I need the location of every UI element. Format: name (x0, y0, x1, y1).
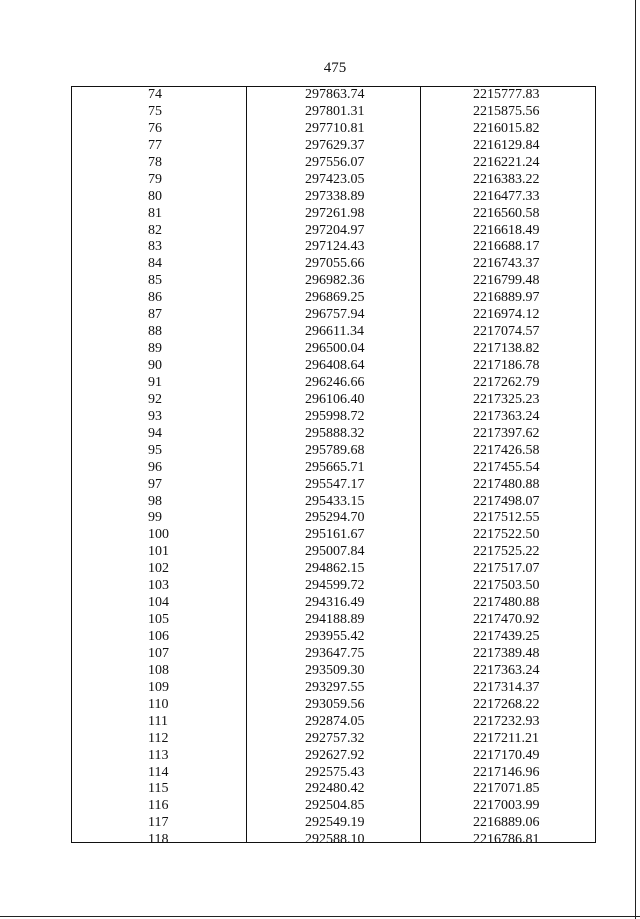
x-coordinate-cell: 292504.85 (305, 798, 365, 814)
y-coordinate-cell: 2216688.17 (473, 239, 540, 255)
point-number-cell: 81 (148, 205, 162, 221)
y-coordinate-cell: 2217325.23 (473, 391, 540, 407)
x-coordinate-cell: 293059.56 (305, 696, 365, 712)
point-number-list (72, 87, 246, 849)
x-coordinate-cell: 295007.84 (305, 544, 365, 560)
y-coordinate-cell: 2216889.06 (473, 815, 540, 831)
y-coordinate-cell: 2215777.83 (473, 87, 540, 102)
y-coordinate-cell: 2217138.82 (473, 341, 540, 357)
point-number-cell: 99 (148, 510, 162, 526)
point-number-cell: 86 (148, 290, 162, 306)
x-coordinate-cell: 292627.92 (305, 747, 365, 763)
point-number-cell: 90 (148, 358, 162, 373)
point-number-cell: 107 (148, 645, 169, 661)
coordinate-table (71, 86, 596, 848)
x-coordinate-cell: 294188.89 (305, 612, 365, 628)
x-coordinate-cell: 297204.97 (305, 222, 365, 238)
page-border-right (635, 0, 636, 919)
x-coordinate-cell: 295161.67 (305, 527, 365, 543)
point-number-cell: 103 (148, 578, 169, 594)
x-coordinate-cell: 297055.66 (305, 256, 365, 272)
x-coordinate-cell: 293647.75 (305, 645, 365, 661)
y-coordinate-cell: 2216799.48 (473, 273, 540, 289)
x-coordinate-cell: 292588.10 (305, 832, 365, 848)
x-coordinate-cell: 296757.94 (305, 307, 365, 323)
y-coordinate-cell: 2217003.99 (473, 798, 540, 814)
x-coordinate-cell: 297863.74 (305, 87, 365, 102)
point-number-cell: 91 (148, 374, 162, 390)
point-number-cell: 111 (148, 713, 168, 729)
point-number-cell: 104 (148, 595, 169, 611)
x-coordinate-cell: 292757.32 (305, 730, 365, 746)
y-coordinate-cell: 2217480.88 (473, 476, 540, 492)
point-number-cell: 78 (148, 154, 162, 170)
y-coordinate-cell: 2217363.24 (473, 408, 540, 424)
x-coordinate-cell: 292549.19 (305, 815, 365, 831)
point-number-cell: 102 (148, 561, 169, 577)
y-coordinate-cell: 2217170.49 (473, 747, 540, 763)
page-number: 475 (323, 60, 347, 76)
y-coordinate-cell: 2217498.07 (473, 493, 540, 509)
x-coordinate-cell: 296500.04 (305, 341, 365, 357)
y-coordinate-cell: 2217525.22 (473, 544, 540, 560)
y-coordinate-cell: 2217232.93 (473, 713, 540, 729)
point-number-cell: 108 (148, 662, 169, 678)
point-number-cell: 118 (148, 832, 169, 848)
point-number-cell: 100 (148, 527, 169, 543)
y-coordinate-cell: 2217503.50 (473, 578, 540, 594)
x-coordinate-cell: 296408.64 (305, 358, 365, 373)
x-coordinate-cell: 295998.72 (305, 408, 365, 424)
y-coordinate-cell: 2217262.79 (473, 374, 540, 390)
y-coordinate-cell: 2216618.49 (473, 222, 540, 238)
point-number-cell: 116 (148, 798, 169, 814)
x-coordinate-cell: 293955.42 (305, 629, 365, 644)
x-coordinate-cell: 292480.42 (305, 781, 365, 797)
column-point-number (72, 87, 247, 848)
point-number-cell: 75 (148, 103, 162, 119)
point-number-cell: 74 (148, 87, 162, 102)
x-coordinate-cell: 295294.70 (305, 510, 365, 526)
x-coordinate-cell: 293297.55 (305, 679, 365, 695)
x-coordinate-cell: 294316.49 (305, 595, 365, 611)
y-coordinate-cell: 2217211.21 (473, 730, 539, 746)
y-coordinate-list (421, 87, 595, 849)
x-coordinate-cell: 297124.43 (305, 239, 365, 255)
x-coordinate-cell: 296869.25 (305, 290, 365, 306)
y-coordinate-cell: 2217439.25 (473, 629, 540, 644)
point-number-cell: 96 (148, 459, 162, 475)
point-number-cell: 113 (148, 747, 169, 763)
point-number-cell: 98 (148, 493, 162, 509)
point-number-cell: 88 (148, 324, 162, 340)
point-number-cell: 76 (148, 120, 162, 136)
x-coordinate-cell: 296611.34 (305, 324, 364, 340)
point-number-cell: 82 (148, 222, 162, 238)
column-x-coordinate (247, 87, 421, 848)
point-number-cell: 79 (148, 171, 162, 187)
x-coordinate-cell: 295547.17 (305, 476, 365, 492)
y-coordinate-cell: 2217397.62 (473, 425, 540, 441)
x-coordinate-cell: 295789.68 (305, 442, 365, 458)
point-number-cell: 80 (148, 188, 162, 204)
y-coordinate-cell: 2217314.37 (473, 679, 540, 695)
y-coordinate-cell: 2217480.88 (473, 595, 540, 611)
point-number-cell: 117 (148, 815, 169, 831)
y-coordinate-cell: 2217389.48 (473, 645, 540, 661)
y-coordinate-cell: 2217455.54 (473, 459, 540, 475)
y-coordinate-cell: 2217186.78 (473, 358, 540, 373)
y-coordinate-cell: 2216743.37 (473, 256, 540, 272)
y-coordinate-cell: 2217517.07 (473, 561, 540, 577)
x-coordinate-cell: 297261.98 (305, 205, 365, 221)
x-coordinate-cell: 297629.37 (305, 137, 365, 153)
point-number-cell: 89 (148, 341, 162, 357)
point-number-cell: 114 (148, 764, 169, 780)
x-coordinate-cell: 296106.40 (305, 391, 365, 407)
point-number-cell: 109 (148, 679, 169, 695)
y-coordinate-cell: 2216015.82 (473, 120, 540, 136)
point-number-cell: 115 (148, 781, 169, 797)
y-coordinate-cell: 2217522.50 (473, 527, 540, 543)
x-coordinate-cell: 296246.66 (305, 374, 365, 390)
point-number-cell: 106 (148, 629, 169, 644)
point-number-cell: 95 (148, 442, 162, 458)
x-coordinate-cell: 297710.81 (305, 120, 365, 136)
y-coordinate-cell: 2216477.33 (473, 188, 540, 204)
point-number-cell: 77 (148, 137, 162, 153)
y-coordinate-cell: 2216129.84 (473, 137, 540, 153)
y-coordinate-cell: 2217363.24 (473, 662, 540, 678)
y-coordinate-cell: 2217074.57 (473, 324, 540, 340)
y-coordinate-cell: 2216974.12 (473, 307, 540, 323)
x-coordinate-cell: 292575.43 (305, 764, 365, 780)
x-coordinate-cell: 293509.30 (305, 662, 365, 678)
x-coordinate-cell: 297338.89 (305, 188, 365, 204)
x-coordinate-cell: 292874.05 (305, 713, 365, 729)
y-coordinate-cell: 2216786.81 (473, 832, 540, 848)
page-border-bottom (0, 916, 640, 917)
y-coordinate-cell: 2217071.85 (473, 781, 540, 797)
x-coordinate-cell: 295665.71 (305, 459, 365, 475)
y-coordinate-cell: 2216221.24 (473, 154, 540, 170)
x-coordinate-cell: 295888.32 (305, 425, 365, 441)
y-coordinate-cell: 2216383.22 (473, 171, 540, 187)
point-number-cell: 84 (148, 256, 162, 272)
point-number-cell: 110 (148, 696, 169, 712)
x-coordinate-list (247, 87, 420, 849)
point-number-cell: 93 (148, 408, 162, 424)
y-coordinate-cell: 2217470.92 (473, 612, 540, 628)
y-coordinate-cell: 2216889.97 (473, 290, 540, 306)
x-coordinate-cell: 297423.05 (305, 171, 365, 187)
point-number-cell: 101 (148, 544, 169, 560)
y-coordinate-cell: 2217426.58 (473, 442, 540, 458)
y-coordinate-cell: 2215875.56 (473, 103, 540, 119)
column-y-coordinate (421, 87, 595, 848)
x-coordinate-cell: 295433.15 (305, 493, 365, 509)
x-coordinate-cell: 296982.36 (305, 273, 365, 289)
point-number-cell: 83 (148, 239, 162, 255)
point-number-cell: 92 (148, 391, 162, 407)
point-number-cell: 112 (148, 730, 169, 746)
point-number-cell: 105 (148, 612, 169, 628)
y-coordinate-cell: 2216560.58 (473, 205, 540, 221)
x-coordinate-cell: 294599.72 (305, 578, 365, 594)
y-coordinate-cell: 2217268.22 (473, 696, 540, 712)
x-coordinate-cell: 297801.31 (305, 103, 365, 119)
point-number-cell: 94 (148, 425, 162, 441)
y-coordinate-cell: 2217146.96 (473, 764, 540, 780)
point-number-cell: 87 (148, 307, 162, 323)
y-coordinate-cell: 2217512.55 (473, 510, 540, 526)
x-coordinate-cell: 297556.07 (305, 154, 365, 170)
point-number-cell: 85 (148, 273, 162, 289)
point-number-cell: 97 (148, 476, 162, 492)
x-coordinate-cell: 294862.15 (305, 561, 365, 577)
